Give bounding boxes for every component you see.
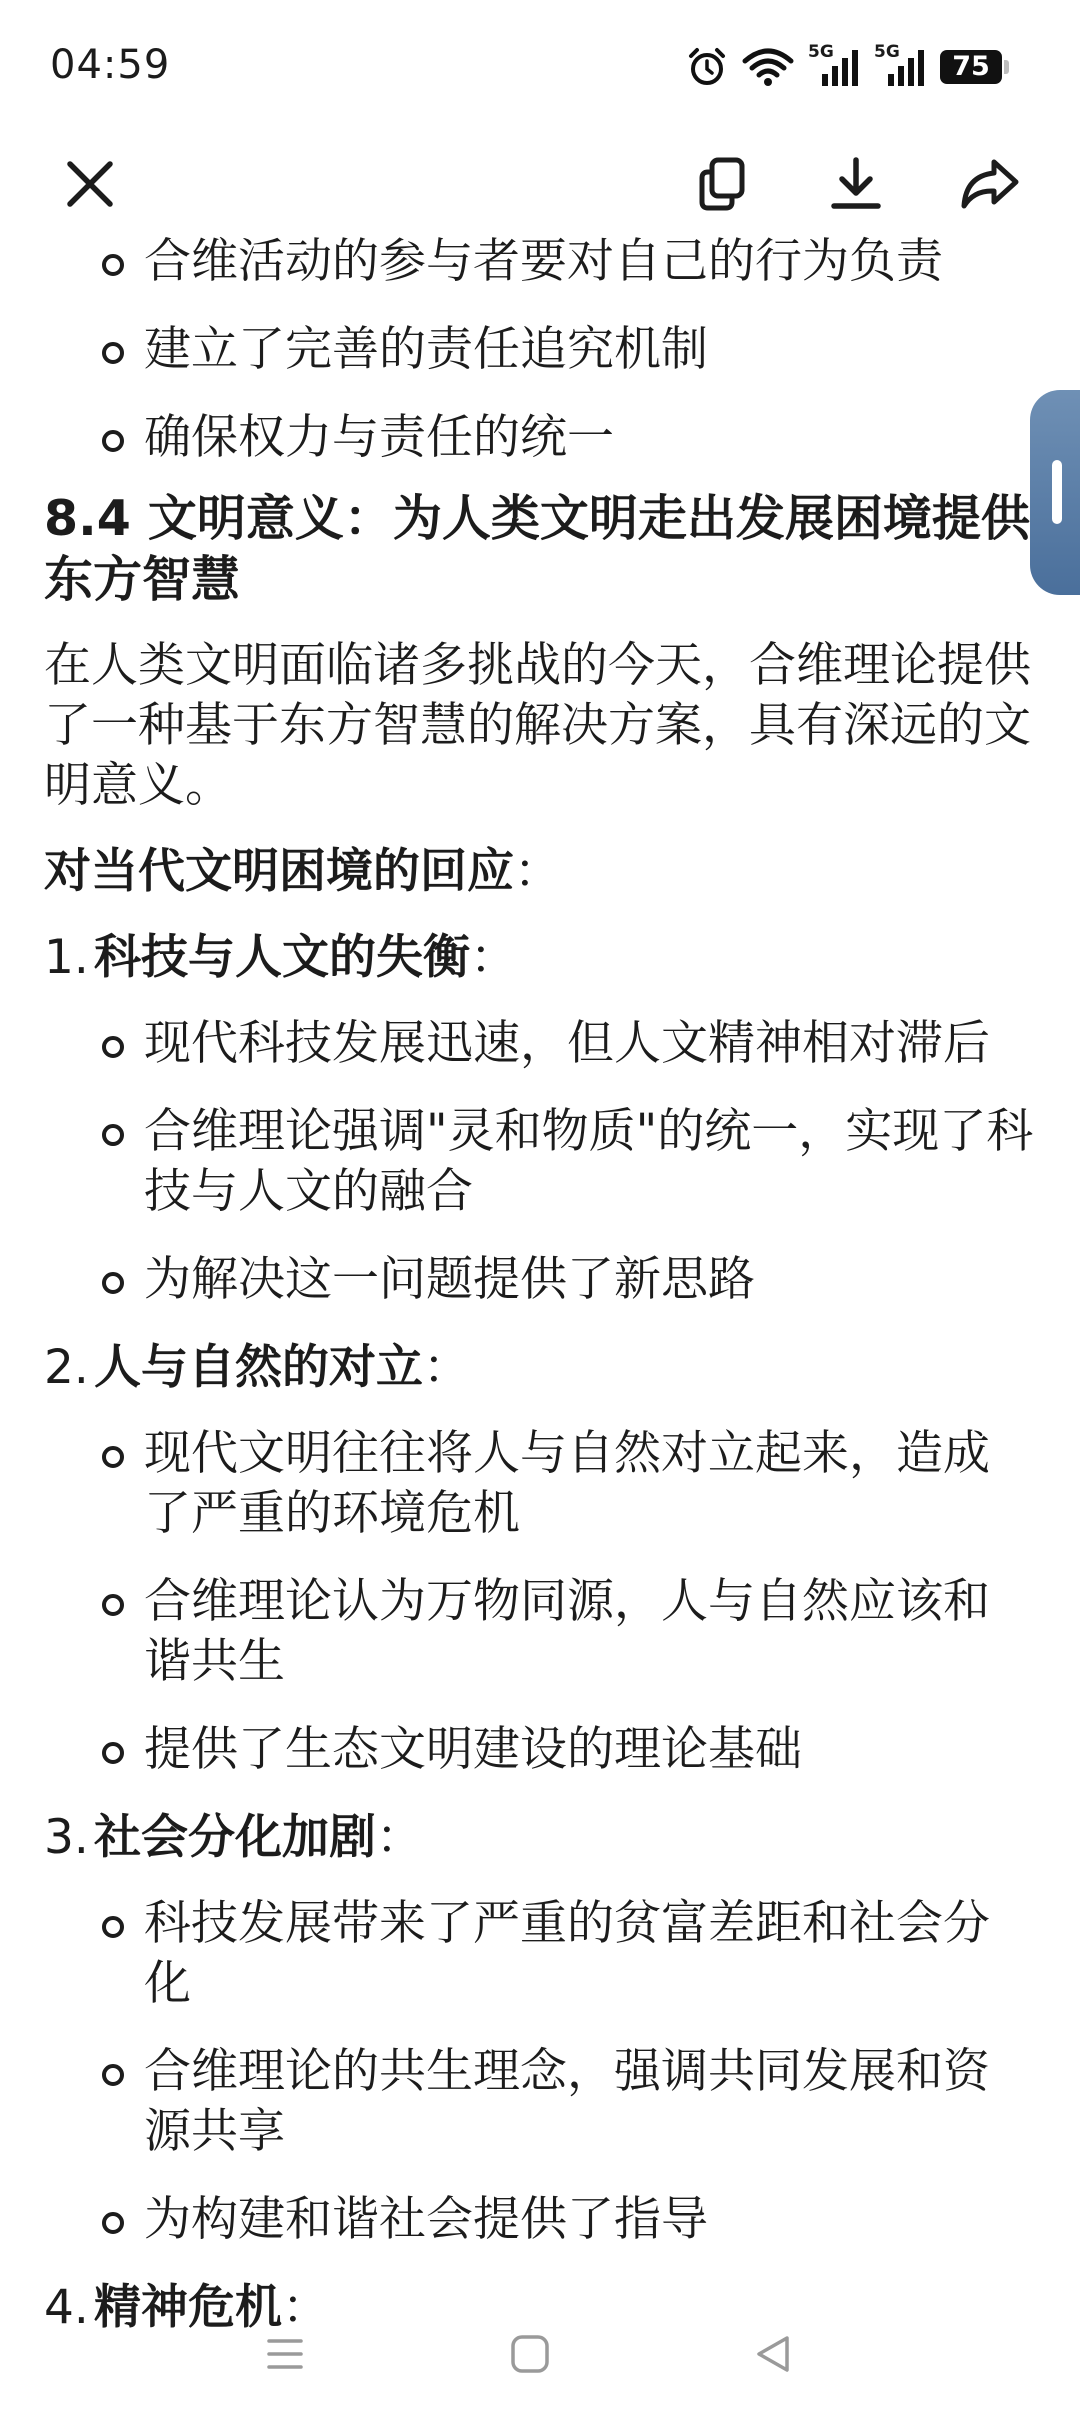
- floating-side-handle[interactable]: [1030, 390, 1080, 595]
- back-icon: [753, 2334, 793, 2374]
- signal-label-2: 5G: [874, 42, 900, 62]
- battery-icon: 75: [940, 50, 1002, 84]
- close-button[interactable]: [50, 144, 130, 224]
- download-icon: [826, 154, 886, 214]
- item-colon: ：: [423, 1340, 470, 1395]
- list-item: 合维理论的共生理念，强调共同发展和资源共享: [44, 2042, 1034, 2162]
- item-title: 人与自然的对立: [94, 1340, 423, 1395]
- item-title: 精神危机: [94, 2280, 282, 2335]
- article-content: [44, 232, 1034, 2364]
- list-item: 为构建和谐社会提供了指导: [44, 2190, 1034, 2250]
- numbered-item: [44, 1338, 1034, 1398]
- item-colon: ：: [282, 2280, 329, 2335]
- copy-button[interactable]: [682, 144, 762, 224]
- list-item: 现代科技发展迅速，但人文精神相对滞后: [44, 1014, 1034, 1074]
- numbered-item: [44, 928, 1034, 988]
- list-item: 合维理论认为万物同源，人与自然应该和谐共生: [44, 1572, 1034, 1692]
- list-item: 科技发展带来了严重的贫富差距和社会分化: [44, 1894, 1034, 2014]
- wifi-icon: [742, 47, 794, 87]
- signal-label-1: 5G: [808, 42, 834, 62]
- item-colon: ：: [470, 930, 517, 985]
- response-label-text: 对当代文明困境的回应: [44, 844, 514, 899]
- copy-icon: [692, 154, 752, 214]
- download-button[interactable]: [816, 144, 896, 224]
- cell-signal-icon-1: [808, 42, 860, 88]
- response-colon: ：: [514, 844, 561, 899]
- status-time: 04:59: [50, 42, 171, 88]
- home-icon: [510, 2334, 550, 2374]
- alarm-icon: [686, 46, 728, 88]
- item-title: 社会分化加剧: [94, 1810, 376, 1865]
- item-number: 1.: [44, 930, 89, 985]
- cell-signal-icon-2: [874, 42, 926, 88]
- menu-button[interactable]: [250, 2324, 320, 2384]
- item-number: 2.: [44, 1340, 89, 1395]
- handle-grip-icon: [1052, 460, 1062, 524]
- item-colon: ：: [376, 1810, 423, 1865]
- list-item: 确保权力与责任的统一: [44, 408, 1034, 468]
- numbered-item: [44, 1808, 1034, 1868]
- list-item: 提供了生态文明建设的理论基础: [44, 1720, 1034, 1780]
- share-button[interactable]: [950, 144, 1030, 224]
- menu-icon: [265, 2334, 305, 2374]
- item-title: 科技与人文的失衡: [94, 930, 470, 985]
- list-item: 合维活动的参与者要对自己的行为负责: [44, 232, 1034, 292]
- section-heading: 8.4 文明意义：为人类文明走出发展困境提供东方智慧: [44, 490, 1030, 608]
- status-icons: [686, 42, 1002, 92]
- list-item: 合维理论强调"灵和物质"的统一，实现了科技与人文的融合: [44, 1102, 1034, 1222]
- top-toolbar: [0, 140, 1080, 230]
- share-icon: [958, 154, 1022, 214]
- back-button[interactable]: [738, 2324, 808, 2384]
- list-item: 现代文明往往将人与自然对立起来，造成了严重的环境危机: [44, 1424, 1034, 1544]
- response-label: [44, 842, 1034, 902]
- item-number: 3.: [44, 1810, 89, 1865]
- home-button[interactable]: [495, 2324, 565, 2384]
- intro-paragraph: 在人类文明面临诸多挑战的今天，合维理论提供了一种基于东方智慧的解决方案，具有深远的文明意义。: [44, 638, 1031, 813]
- list-item: 建立了完善的责任追究机制: [44, 320, 1034, 380]
- list-item: 为解决这一问题提供了新思路: [44, 1250, 1034, 1310]
- system-nav-bar: [0, 2302, 1080, 2412]
- close-icon: [64, 158, 116, 210]
- item-number: 4.: [44, 2280, 89, 2335]
- status-bar: [0, 0, 1080, 140]
